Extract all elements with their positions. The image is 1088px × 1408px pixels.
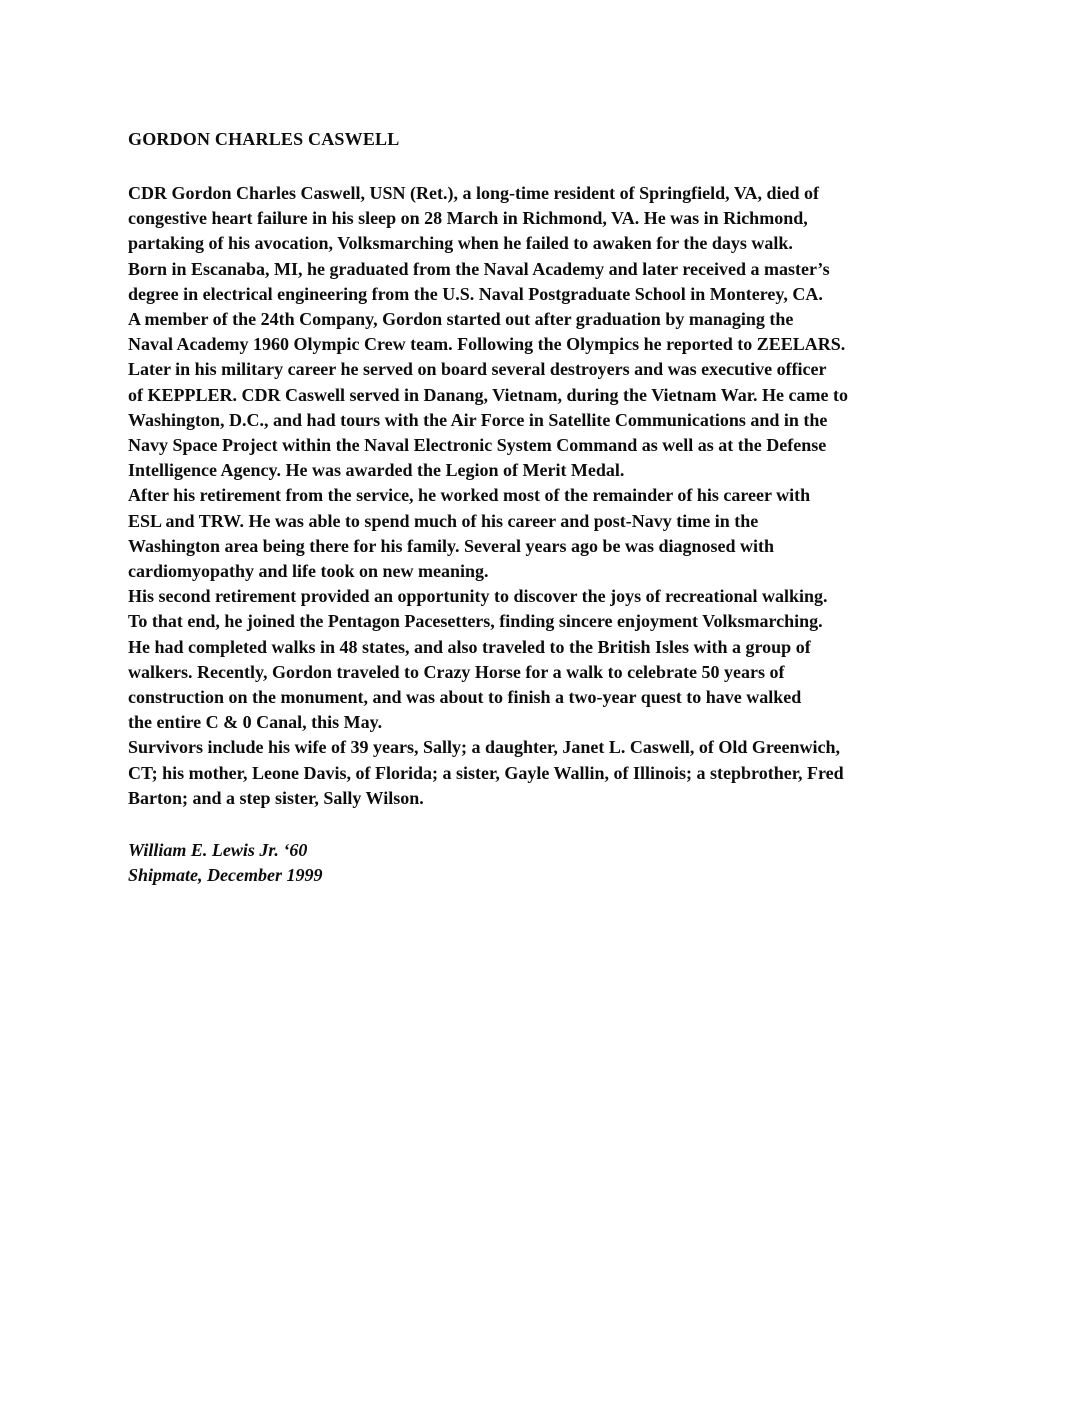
body-text-line: Washington area being there for his family. Several years ago be was diagnosed with (128, 535, 775, 556)
body-text-line: He had completed walks in 48 states, and also traveled to the British Isles with a group of (128, 636, 811, 657)
body-text-line: Washington, D.C., and had tours with the Air Force in Satellite Communications and in the (128, 409, 828, 430)
body-text-line: Navy Space Project within the Naval Electronic System Command as well as at the Defense (128, 435, 827, 456)
body-text-line: Born in Escanaba, MI, he graduated from the Naval Academy and later received a master’s (128, 258, 830, 279)
signature-line: Shipmate, December 1999 (128, 865, 323, 886)
body-text-line: Later in his military career he served on board several destroyers and was executive officer (128, 359, 827, 380)
signature-block (128, 838, 973, 888)
body-text-line: After his retirement from the service, he worked most of the remainder of his career with (128, 485, 811, 506)
body-text-line: Intelligence Agency. He was awarded the Legion of Merit Medal. (128, 460, 625, 481)
body-text-line: Naval Academy 1960 Olympic Crew team. Following the Olympics he reported to ZEELARS. (128, 334, 846, 355)
body-text-line: degree in electrical engineering from the U.S. Naval Postgraduate School in Monterey, CA. (128, 283, 823, 304)
body-text-line: cardiomyopathy and life took on new meaning. (128, 561, 489, 582)
obituary-body (128, 181, 973, 811)
body-text-line: CT; his mother, Leone Davis, of Florida; a sister, Gayle Wallin, of Illinois; a stepbrother, Fred (128, 762, 844, 783)
body-text-line: ESL and TRW. He was able to spend much of his career and post-Navy time in the (128, 510, 759, 531)
body-text-line: congestive heart failure in his sleep on 28 March in Richmond, VA. He was in Richmond, (128, 208, 808, 229)
body-text-line: His second retirement provided an opportunity to discover the joys of recreational walking. (128, 586, 828, 607)
body-text-line: partaking of his avocation, Volksmarching when he failed to awaken for the days walk. (128, 233, 793, 254)
body-text-line: A member of the 24th Company, Gordon started out after graduation by managing the (128, 309, 794, 330)
body-text-line: To that end, he joined the Pentagon Pacesetters, finding sincere enjoyment Volksmarching. (128, 611, 823, 632)
body-text-line: walkers. Recently, Gordon traveled to Crazy Horse for a walk to celebrate 50 years of (128, 661, 785, 682)
body-text-line: the entire C & 0 Canal, this May. (128, 712, 383, 733)
body-text-line: of KEPPLER. CDR Caswell served in Danang, Vietnam, during the Vietnam War. He came to (128, 384, 848, 405)
body-text-line: Barton; and a step sister, Sally Wilson. (128, 787, 424, 808)
body-text-line: Survivors include his wife of 39 years, Sally; a daughter, Janet L. Caswell, of Old Greenwich, (128, 737, 841, 758)
signature-line: William E. Lewis Jr. ‘60 (128, 840, 308, 861)
body-text-line: CDR Gordon Charles Caswell, USN (Ret.), a long-time resident of Springfield, VA, died of (128, 183, 819, 203)
document-content (128, 126, 973, 888)
body-text-line: construction on the monument, and was about to finish a two-year quest to have walked (128, 687, 802, 708)
document-title: GORDON CHARLES CASWELL (128, 129, 400, 149)
